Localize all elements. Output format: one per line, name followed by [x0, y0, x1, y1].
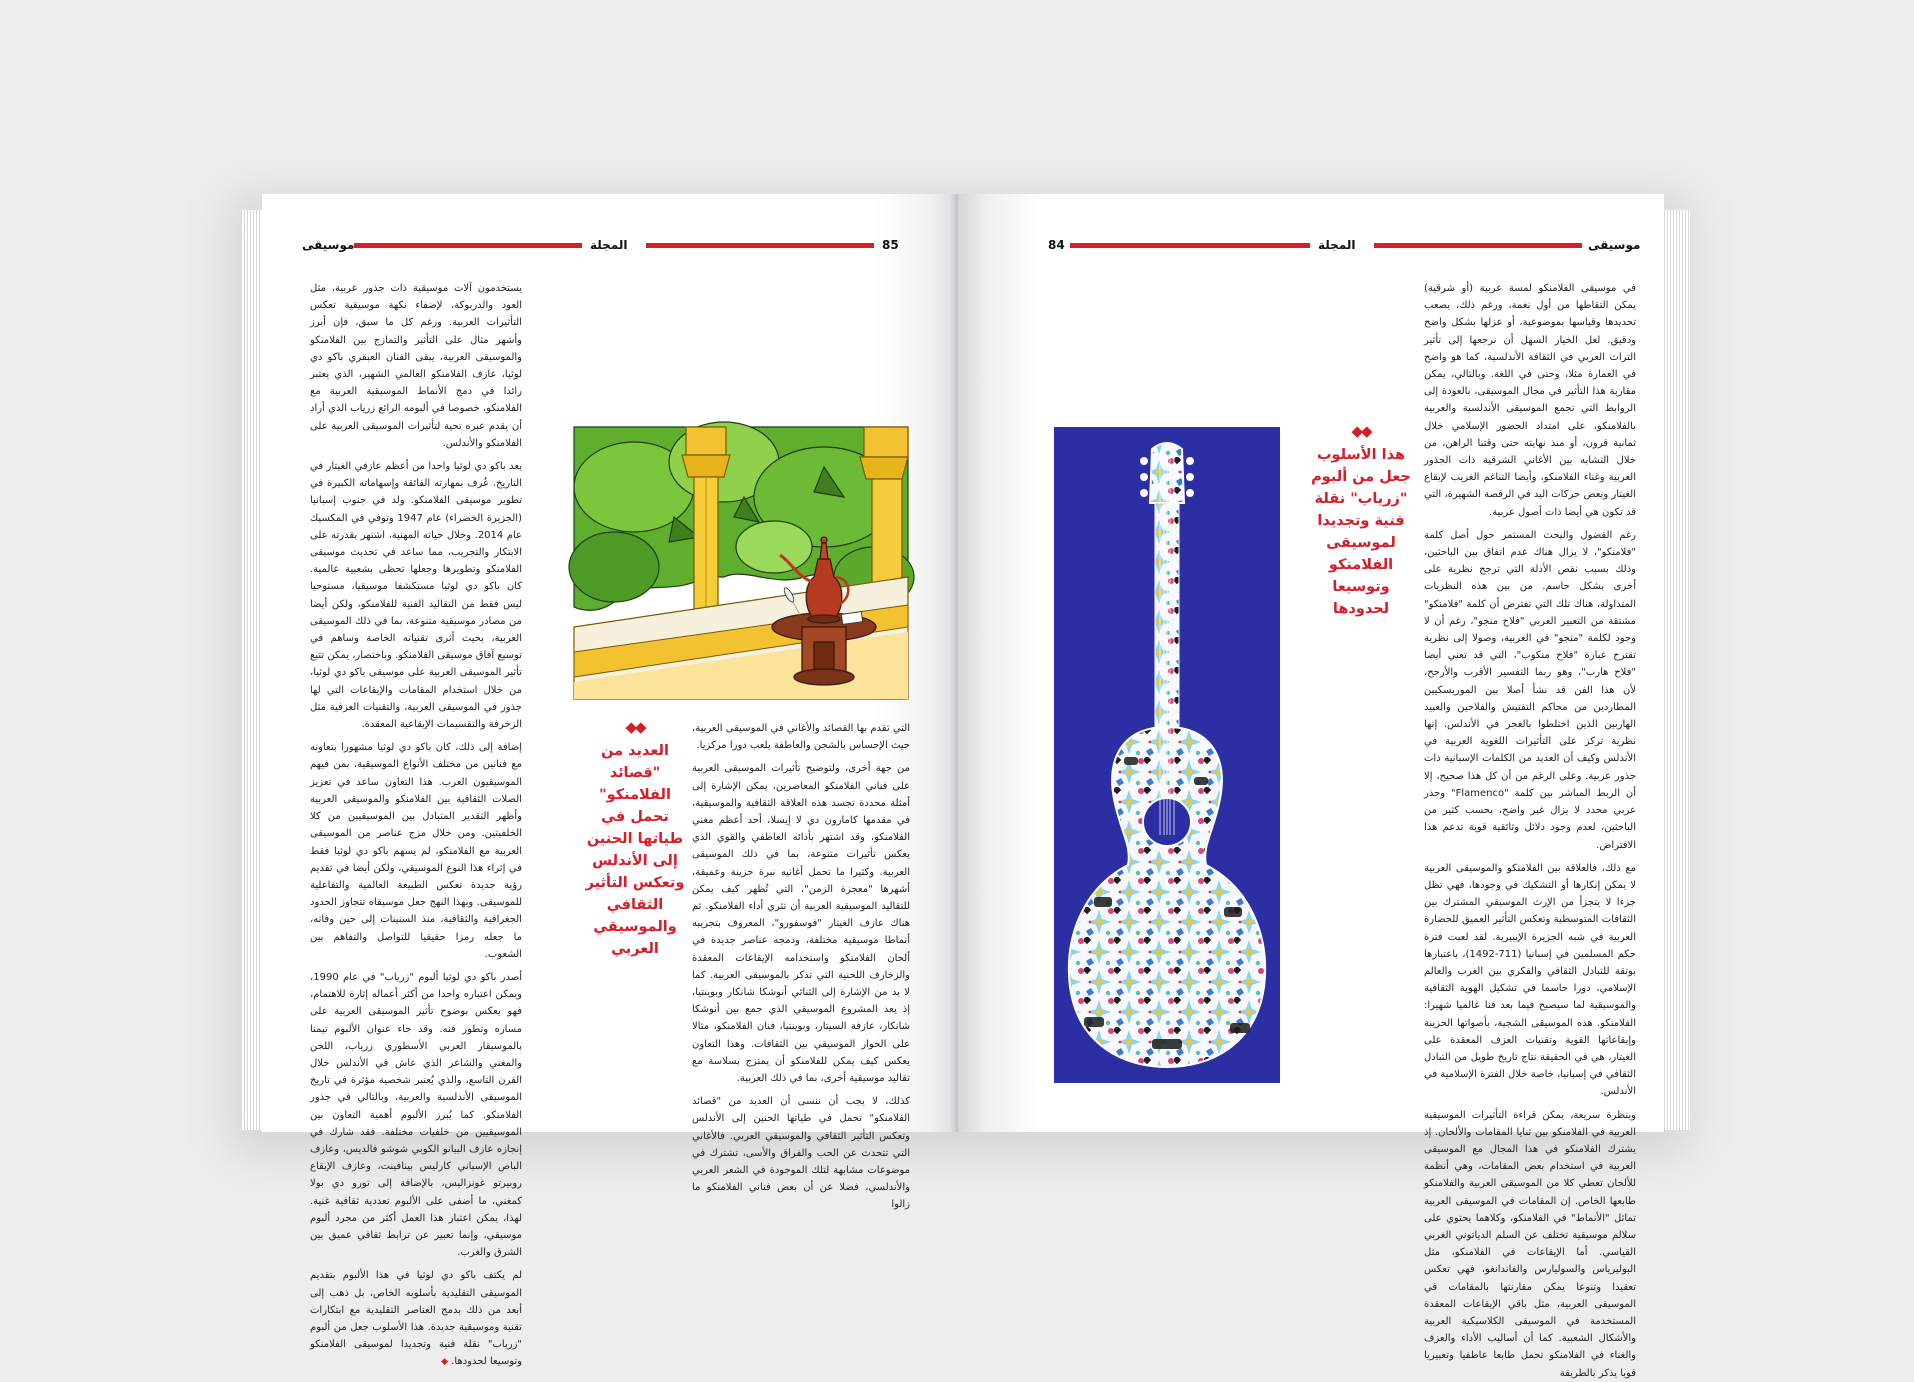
paragraph	[310, 1267, 522, 1371]
paragraph: يعد باكو دي لوثيا واحدا من أعظم عازفي الغيتار في التاريخ. عُرف بمهارته الفائقة وإسهاماته الكبيرة في تطوير موسيقى الفلامنكو. ولد في جنوب إسبانيا (الجزيرة الخضراء) عام 1947 وتوفي في المكسيك عام 2014. وخلال حياته المهنية، اشتهر بقدرته على الابتكار والتجريب، مما ساعد في تحديث موسيقى الفلامنكو وتطويرها وجعلها تحظى بشعبية عالمية. كان باكو دي لوثيا مستكشفا موسيقيا، مستوحيا ليس فقط من التقاليد الفنية للفلامنكو، ولكن أيضا من مصادر موسيقية متنوعة، بما في ذلك الموسيقى العربية، بحيث أثرى تقنياته الخاصة وساهم في توسيع آفاق موسيقى الفلامنكو. وباختصار، يمكن تتبع تأثير الموسيقى العربية على موسيقى باكو دي لوثيا، من خلال استخدام المقامات والإيقاعات التي لها جذور في الموسيقى العربية، والتقنيات العزفية مثل الزخرفة والتقسيمات الإيقاعية المعقدة.	[310, 461, 522, 731]
pull-quote-text: العديد من "قصائد الفلامنكو" تحمل في طياتها الحنين إلى الأندلس وتعكس التأثير الثقافي والموسيقي العربي	[585, 743, 685, 957]
paragraph: كذلك، لا يجب أن ننسى أن العديد من "قصائد الفلامنكو" تحمل في طياتها الحنين إلى الأندلس وتعكس التأثير الثقافي والموسيقي العربي. فالأغاني التي تتحدث عن الحب والفراق والأسى، تشترك في موضوعات مشابهة لتلك الموجودة في الشعر العربي والأندلسي، فضلا عن أن بعض فناني الفلامنكو ما زالوا	[692, 1096, 910, 1211]
header-rule	[1070, 243, 1310, 248]
pull-quote-text: هذا الأسلوب جعل من ألبوم "زرياب" نقلة فنية وتجديدا لموسيقى الفلامنكو وتوسيعا لحدودها	[1311, 447, 1411, 617]
page-number: 85	[882, 238, 899, 252]
paragraph: مع ذلك، فالعلاقة بين الفلامنكو والموسيقى العربية لا يمكن إنكارها أو التشكيك في وجودها، فهي تظل جزءا لا يتجزأ من الإرث الموسيقي المشترك بين الثقافات المتوسطية وتعكس التأثير العميق للحضارة العربية في شبه الجزيرة الإيبيرية. لقد لعبت فترة حكم المسلمين في إسبانيا (711-1492)، باعتبارها بوتقة للتبادل الثقافي والفكري بين الغرب والعالم الإسلامي، دورا حاسما في تشكيل الهوية الثقافية والموسيقية لما سيصبح فيما بعد فنا عالميا شهيرا: الفلامنكو. هذه الموسيقى الشجية، بأصواتها الحزينة وإيقاعاتها القوية وتقنيات العزف المعقدة على الغيتار، هي في الحقيقة نتاج تاريخ طويل من التبادل الثقافي في إسبانيا، خاصة خلال الفترة الإسلامية في الأندلس.	[1424, 862, 1636, 1098]
paragraph-text: لم يكتف باكو دي لوثيا في هذا الألبوم بتقديم الموسيقى التقليدية بأسلوبه الخاص، بل ذهب إلى أبعد من ذلك بدمج العناصر التقليدية مع ابتكارات تقنية وموسيقية جديدة. هذا الأسلوب جعل من ألبوم "زرياب" نقلة فنية وتجديدا لموسيقى الفلامنكو وتوسيعا لحدودها.	[310, 1270, 522, 1368]
header-rule	[1374, 243, 1582, 248]
magazine-name: المجلة	[1318, 238, 1356, 252]
page-header	[302, 236, 918, 256]
page-85	[262, 194, 958, 1368]
pull-quote	[580, 718, 690, 960]
header-rule	[354, 243, 582, 248]
section-label: موسيقى	[302, 238, 355, 252]
pull-quote-mark: ◆◆	[625, 718, 645, 736]
end-mark: ◆	[441, 1357, 449, 1368]
paragraph: أصدر باكو دي لوثيا ألبوم "زرياب" في عام 1990، ويمكن اعتباره واحدا من أكثر أعماله إثارة للاهتمام، فهو يعكس بوضوح تأثير الموسيقى العربية على مساره وتطور فنه. وقد جاء عنوان الألبوم تيمنا بالموسيقار العربي الأسطوري زرياب، اللحن والمغني والشاعر الذي عاش في الأندلس خلال القرن التاسع، والذي يُعتبر شخصية مؤثرة في تاريخ الموسيقى الأندلسية والعربية، وبالتالي في جذور الفلامنكو. كما يُبرز الألبوم أهمية التعاون بين الموسيقيين من خلفيات مختلفة. فقد شارك في إنجازه عازف البيانو الكوبي شوشو فالديس، وعازف الباص الإسباني كارليس بينافينت، وعازف الإيقاع روبيرتو غونزاليس، بالإضافة إلى تورو دي بولا كمغني، ما أضفى على الألبوم تعددية ثقافية غنية. لهذا، يمكن اعتبار هذا العمل أكثر من مجرد ألبوم موسيقي، وإنما تعبير عن ترابط ثقافي عميق بين الشرق والغرب.	[310, 971, 522, 1259]
courtyard-garden-coffee-pot-illustration	[574, 427, 908, 699]
paragraph: في موسيقى الفلامنكو لمسة عربية (أو شرقية) يمكن التقاطها من أول نغمة، ورغم ذلك، يصعب تحديدها وقياسها بموضوعية، أو عزلها بشكل واضح ودقيق. لعل الخيار السهل أن نرجعها إلى تأثير التراث العربي في الثقافة الأندلسية، كما هو واضح في العمارة مثلا، وحتى في اللغة. وبالتالي، يمكن مقاربة هذا التأثير في مجال الموسيقى، بالعودة إلى الروابط التي تجمع الموسيقى الأندلسية والعربية بالفلامنكو، على امتداد الحضور الإسلامي خلال ثمانية قرون، أو منذ نهايته حتى وقتنا الراهن، من خلال التشابه بين الأغاني الشرقية ذات الجذور العربية وغناء الفلامنكو، وأيضا التناغم الغريب لإيقاع الغيتار وبعض حركات اليد في الرقصة الشهيرة، التي قد تكون هي أيضا ذات أصول عربية.	[1424, 283, 1636, 518]
pull-quote-mark: ◆◆	[1351, 422, 1371, 440]
pull-quote	[1308, 422, 1414, 620]
page-number: 84	[1048, 238, 1065, 252]
header-rule	[646, 243, 874, 248]
article-column-outer	[310, 280, 522, 1368]
mosaic-guitar-illustration	[1054, 427, 1280, 1083]
page-stack-right	[1664, 210, 1690, 1130]
paragraph: من جهة أخرى، ولتوضيح تأثيرات الموسيقى العربية على فناني الفلامنكو المعاصرين، يمكن الإشارة إلى أمثلة محددة تجسد هذه العلاقة الثقافية والموسيقية، في مقدمها كامارون دي لا إيسلا، أحد أعظم مغني الفلامنكو، وقد اشتهر بأدائه العاطفي والقوي الذي يعكس تأثيرات متنوعة، بما في ذلك الموسيقى العربية. وكثيرا ما تحمل أغانيه نبرة حزينة وعميقة، أشهرها "معجزة الزمن"، التي تُظهر كيف يمكن للتقاليد الموسيقية العربية أن تثري أداء الفلامنكو. ثم هناك عازف الغيتار "فوسفورو"، المعروف بتجريبه أنماطا موسيقية مختلفة، ودمجه عناصر جديدة في ألحان الفلامنكو واستخدامه الإيقاعات المعقدة والزخارف اللحنية التي تذكر بالموسيقى العربية. كما لا بد من الإشارة إلى الثنائي أنوشكا شانكار وبوينتيا، إذ يعد المشروع الموسيقي الذي جمع بين أنوشكا شانكار، عازفة السيتار، وبوينتيا، فنان الفلامنكو، مثالا على الحوار الموسيقي بين الثقافات. وهذا التعاون يعكس كيف يمكن للفلامنكو أن يمتزج بسلاسة مع تقاليد موسيقية أخرى، بما في ذلك العربية.	[692, 763, 910, 1085]
paragraph: يستخدمون آلات موسيقية ذات جذور عربية، مثل العود والدربوكة، لإضفاء نكهة موسيقية تعكس التأثيرات العربية. ورغم كل ما سبق، فإن أبرز وأشهر مثال على التأثير والتمازج بين الفلامنكو والموسيقى العربية، يبقى الفنان العبقري باكو دي لوثيا، عازف الفلامنكو العالمي الشهير، الذي يعتبر رائدا في دمج الأنماط الموسيقية العربية مع الفلامنكو، خصوصا في ألبومه الرائع زرياب الذي أراد أن يقدم عبره تحية لتأثيرات الموسيقى العربية على الفلامنكو والأندلس.	[310, 283, 522, 449]
article-column	[1424, 280, 1636, 1379]
paragraph: التي تقدم بها القصائد والأغاني في الموسيقى العربية، حيث الإحساس بالشجن والعاطفة يلعب دورا مركزيا.	[692, 723, 910, 752]
paragraph: وبنظرة سريعة، يمكن قراءة التأثيرات الموسيقية العربية في الفلامنكو بين ثنايا المقامات والألحان. إذ يشترك الفلامنكو في هذا المجال مع الموسيقى العربية في استخدام بعض المقامات، وهي أنظمة للألحان تعطي كلا من الموسيقى العربية والفلامنكو طابعها الخاص. إن المقامات في الموسيقى العربية تماثل "الأنماط" في الفلامنكو، وكلاهما يحتوي على سلالم موسيقية تختلف عن السلم الدياتوني الغربي القياسي. أما الإيقاعات في الفلامنكو، مثل البوليرياس والسوليارس والفاندانغو، فهي تعكس تعقيدا وتنوعا يمكن مقارنتها بالمقامات في الموسيقى العربية، مثل باقي الإيقاعات المعقدة المستخدمة في الموسيقى الكلاسيكية العربية والأشكال الشعبية. كما أن أساليب الأداء والعزف والغناء في الفلامنكو تحمل طابعا عاطفيا وتعبيريا قويا يذكر بالطريقة	[1424, 1109, 1636, 1379]
paragraph: إضافة إلى ذلك، كان باكو دي لوثيا مشهورا بتعاونه مع فنانين من مختلف الأنواع الموسيقية، بمن فيهم الموسيقيون العرب. هذا التعاون ساعد في تعزيز الصلات الثقافية بين الفلامنكو والموسيقى العربية وأظهر التقدير المتبادل بين الموسيقيين من كلا الخلفيتين. ومن خلال مزج عناصر من الموسيقى العربية مع الفلامنكو، لم يسهم باكو دي لوثيا فقط في إثراء هذا النوع الموسيقي، ولكن أيضا في تقديم رؤية جديدة تعكس الطبيعة العالمية والتفاعلية للموسيقى. وبهذا النهج جعل موسيقاه تتجاوز الحدود الجغرافية والثقافية، منذ السنينات إلى حين وفاته، ما جعله رمزا حقيقيا للتواصل والتفاهم بين الشعوب.	[310, 742, 522, 960]
paragraph: رغم الفضول والبحث المستمر حول أصل كلمة "فلامنكو"، لا يزال هناك عدم اتفاق بين الباحثين، وذلك بسبب نقص الأدلة التي ترجح نظرية على أخرى بشكل حاسم. من بين هذه النظريات المتداولة، هناك تلك التي تفترض أن كلمة "فلامنكو" مشتقة من التعبير العربي "فلاح منجو"، رغم أن لا وجود لكلمة "منجو" في العربية، وصولا إلى نظرية تقترح عبارة "فلاح منكوب"، التي قد تعني أيضا "فلاح هارب"، وهو ربما التفسير الأقرب والأرجح، لأن هذا الفن قد نشأ أصلا بين الموريسكيين المطاردين من محاكم التفتيش والفلاحين والعبيد الهاربين الذين اختلطوا بالغجر في الأندلس. إنها نظرية تركز على التأثيرات اللغوية العربية في الأندلس وكيف أن العديد من الكلمات الإسبانية ذات جذور عربية. وعلى الرغم من أن كل هذا صحيح، إلا أن الربط المباشر بين كلمة "Flamenco" وجذر عربي محدد لا يزال غير واضح، بحسب كثير من الباحثين، لعدم وجود دلائل وثائقية قوية تدعم هذا الافتراض.	[1424, 529, 1636, 851]
magazine-name: المجلة	[590, 238, 628, 252]
section-label: موسيقى	[1588, 238, 1641, 252]
article-column-inner	[692, 720, 910, 1211]
page-84	[958, 194, 1664, 1379]
page-header	[998, 236, 1641, 256]
